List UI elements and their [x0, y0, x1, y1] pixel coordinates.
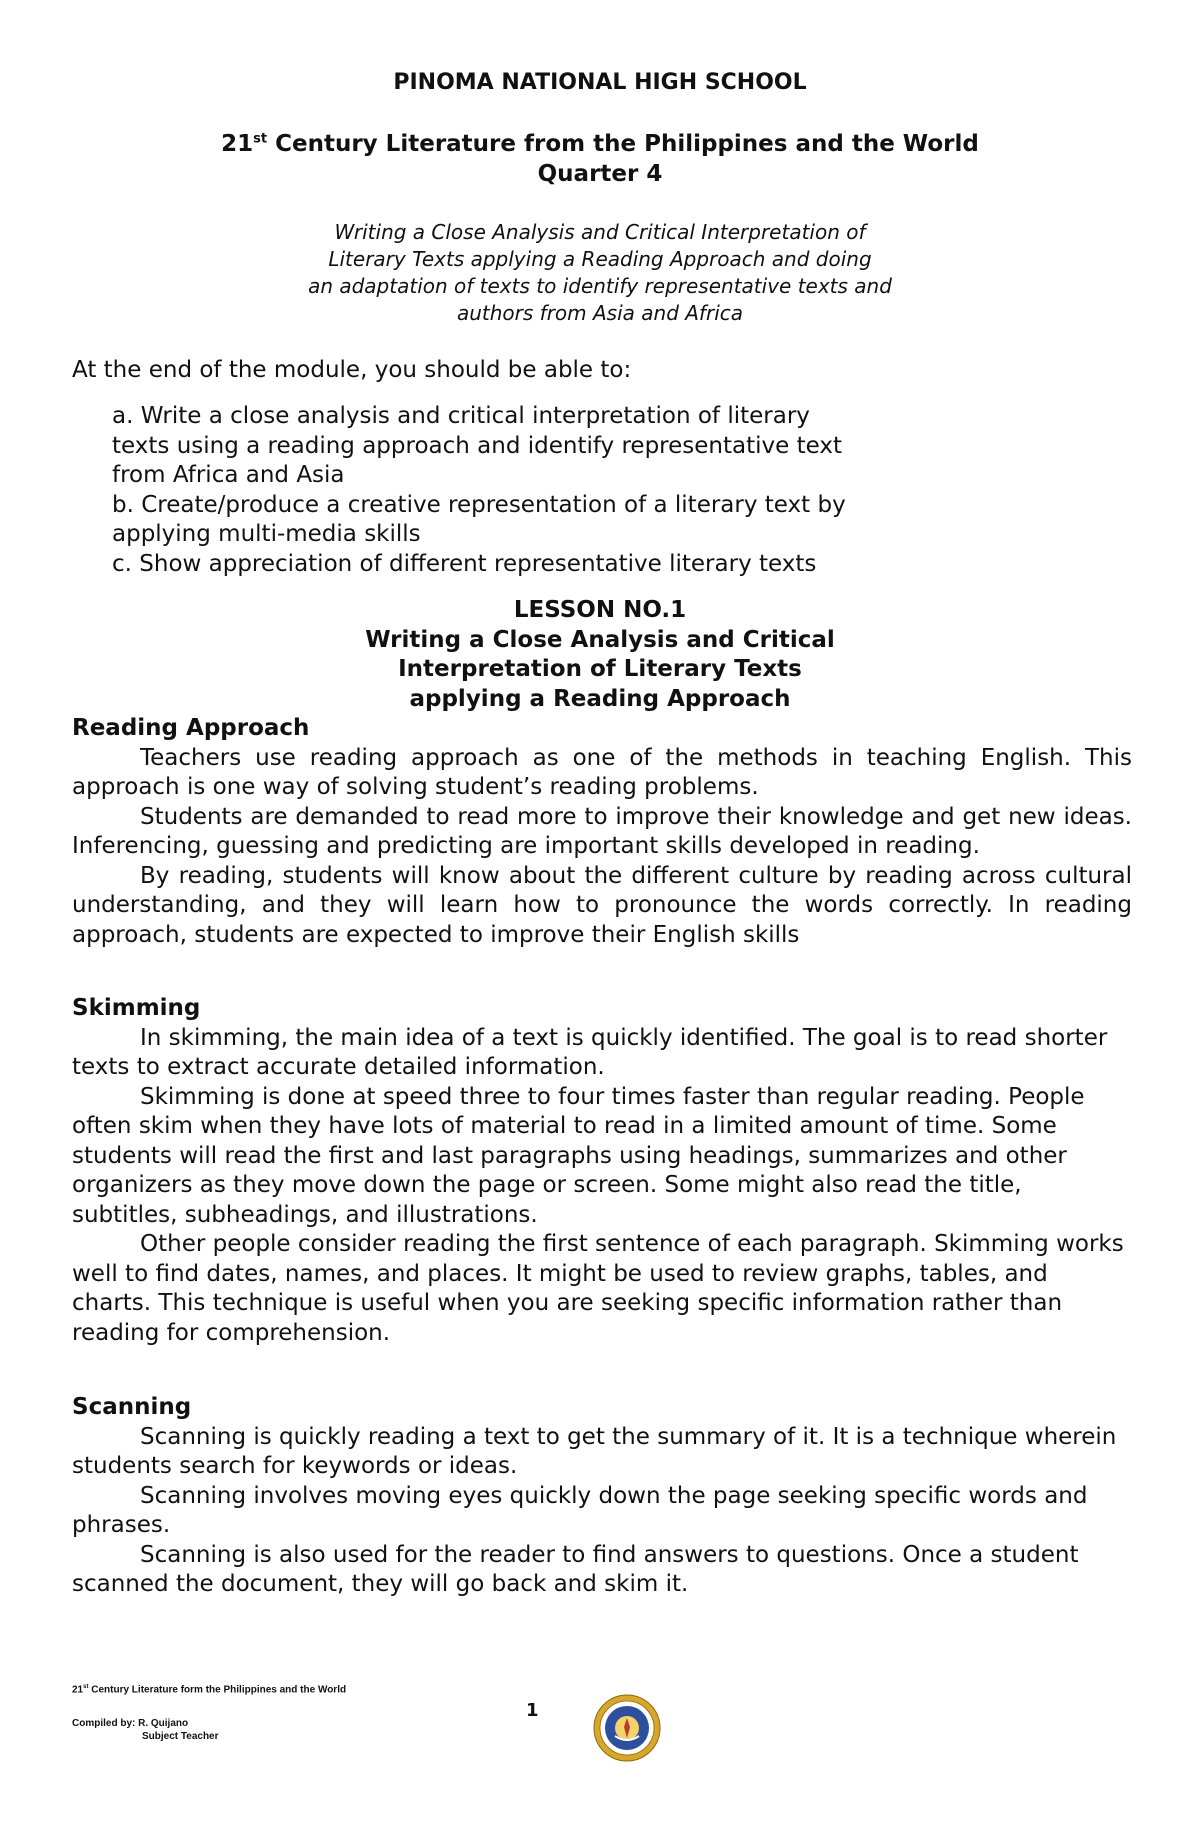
paragraph: Other people consider reading the first sentence of each paragraph. Skimming works well to find dates, names, and places. It might be used to review graphs, tables, and charts. This technique is useful when you are seeking specific information rather than reading for comprehension.	[72, 1231, 1124, 1346]
lesson-title-line: Writing a Close Analysis and Critical	[365, 626, 835, 653]
objective-line: a. Write a close analysis and critical interpretation of literary	[112, 403, 810, 429]
reading-approach-section	[72, 714, 1132, 950]
footer-compiled-by: Compiled by: R. Quijano	[72, 1718, 189, 1729]
school-seal-icon	[593, 1694, 661, 1762]
intro-text: At the end of the module, you should be able to:	[72, 357, 632, 383]
course-title: 21st Century Literature from the Philippines and the World	[221, 131, 979, 157]
footer-course-title: 21st Century Literature form the Philippines and the World	[72, 1684, 347, 1696]
lesson-title-line: Interpretation of Literary Texts	[398, 656, 802, 682]
school-name: PINOMA NATIONAL HIGH SCHOOL	[393, 70, 807, 95]
objective-line: texts using a reading approach and identify representative text	[112, 432, 842, 459]
objective-line: c. Show appreciation of different representative literary texts	[112, 550, 817, 577]
subtitle-line: an adaptation of texts to identify representative texts and	[308, 274, 892, 298]
lesson-title-line: applying a Reading Approach	[409, 685, 791, 712]
module-subtitle	[0, 219, 1200, 327]
paragraph: Skimming is done at speed three to four times faster than regular reading. People often skim when they have lots of material to read in a limited amount of time. Some students will read the first and last paragraphs using headings, summarizes and other organizers as they move down the page or screen. Some might also read the title, subtitles, subheadings, and illustrations.	[72, 1083, 1085, 1228]
paragraph: Students are demanded to read more to improve their knowledge and get new ideas. Inferencing, guessing and predicting are important skills developed in reading.	[72, 803, 1132, 859]
quarter-label: Quarter 4	[537, 161, 663, 187]
subtitle-line: Writing a Close Analysis and Critical Interpretation of	[334, 220, 866, 244]
paragraph: Scanning involves moving eyes quickly down the page seeking specific words and phrases.	[72, 1482, 1088, 1538]
course-title-block	[0, 129, 1200, 189]
lesson-number: LESSON NO.1	[513, 597, 687, 623]
section-heading: Skimming	[72, 995, 201, 1021]
objective-line: from Africa and Asia	[112, 462, 345, 488]
objective-line: b. Create/produce a creative representation of a literary text by	[112, 491, 846, 518]
footer-role: Subject Teacher	[142, 1731, 219, 1742]
section-heading: Reading Approach	[72, 715, 310, 741]
paragraph: Scanning is quickly reading a text to get the summary of it. It is a technique wherein students search for keywords or ideas.	[72, 1423, 1117, 1479]
section-heading: Scanning	[72, 1394, 192, 1420]
objective-line: applying multi-media skills	[112, 521, 421, 547]
objectives-list	[112, 402, 912, 579]
lesson-heading	[0, 596, 1200, 714]
scanning-section	[72, 1393, 1132, 1600]
subtitle-line: Literary Texts applying a Reading Approach and doing	[328, 247, 872, 271]
skimming-section	[72, 994, 1132, 1348]
paragraph: Teachers use reading approach as one of the methods in teaching English. This approach is one way of solving student’s reading problems.	[72, 744, 1132, 800]
paragraph: In skimming, the main idea of a text is quickly identified. The goal is to read shorter texts to extract accurate detailed information.	[72, 1024, 1108, 1080]
subtitle-line: authors from Asia and Africa	[456, 301, 744, 325]
paragraph: By reading, students will know about the different culture by reading across cultural understanding, and they will learn how to pronounce the words correctly. In reading approach, students are expected to improve their English skills	[72, 862, 1132, 948]
page-number: 1	[526, 1700, 539, 1721]
paragraph: Scanning is also used for the reader to find answers to questions. Once a student scanned the document, they will go back and skim it.	[72, 1541, 1079, 1597]
